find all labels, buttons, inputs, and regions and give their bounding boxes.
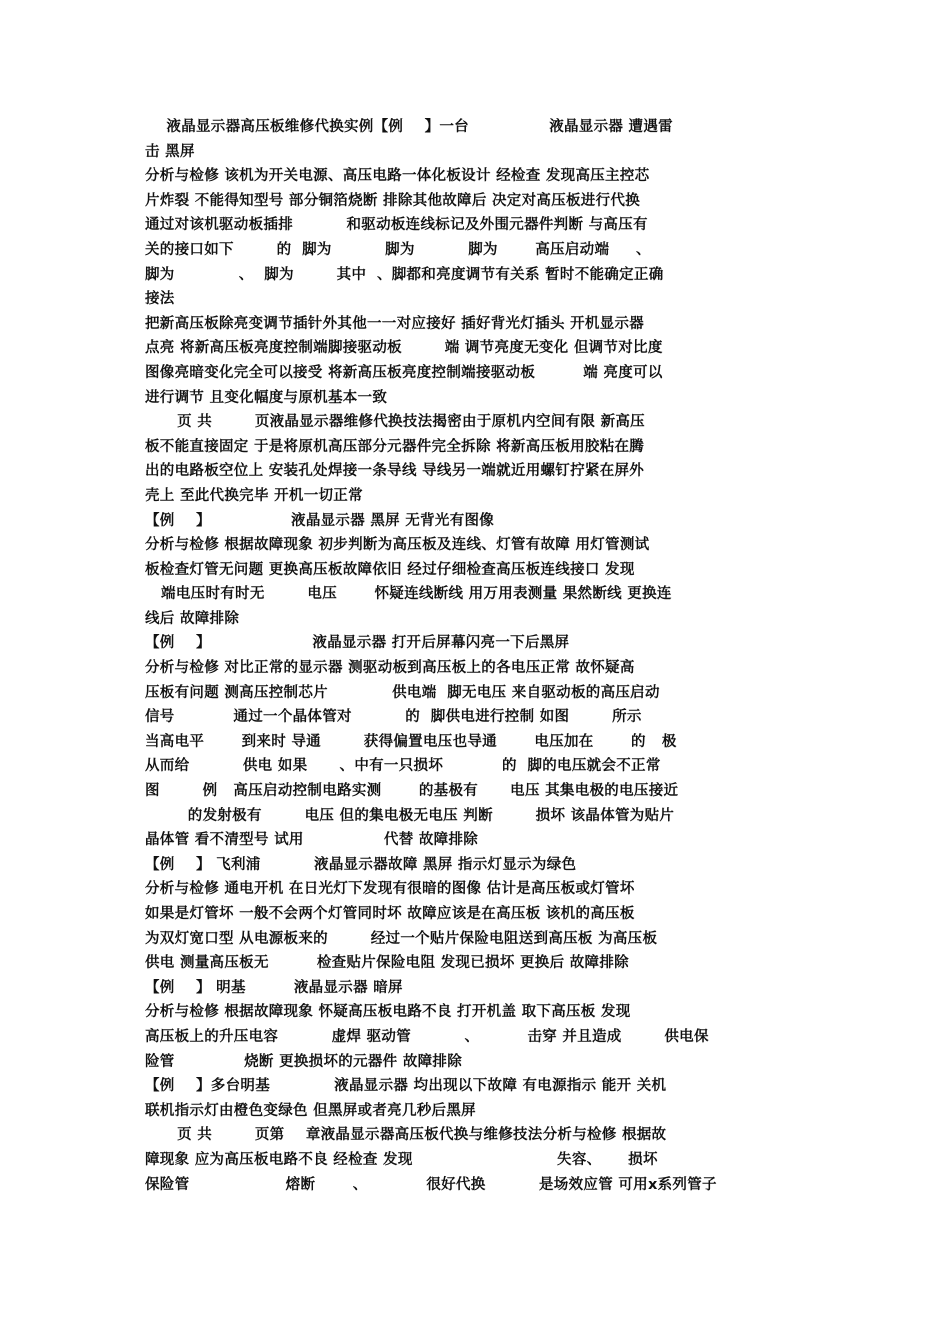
text-line: 分析与检修 通电开机 在日光灯下发现有很暗的图像 估计是高压板或灯管坏 [145,881,635,898]
text-line: 险管 烧断 更换损坏的元器件 故障排除 [145,1053,463,1070]
text-line: 晶体管 看不清型号 试用 代替 故障排除 [145,832,479,849]
text-line: 把新高压板除亮变调节插针外其他一一对应接好 插好背光灯插头 开机显示器 [145,315,645,332]
text-line: 图像亮暗变化完全可以接受 将新高压板亮度控制端接驱动板 端 亮度可以 [145,364,663,381]
text-line: 板检查灯管无问题 更换高压板故障依旧 经过仔细检查高压板连线接口 发现 [145,561,635,578]
text-line: 压板有问题 测高压控制芯片 供电端 脚无电压 来自驱动板的高压启动 [145,684,660,701]
text-line: 液晶显示器高压板维修代换实例【例 】一台 液晶显示器 遭遇雷 [145,119,673,135]
text-line: 图 例 高压启动控制电路实测 的基极有 电压 其集电极的电压接近 [145,783,679,800]
text-line: 端电压时有时无 电压 怀疑连线断线 用万用表测量 果然断线 更换连 [145,586,672,603]
text-line: 【例 】 飞利浦 液晶显示器故障 黑屏 指示灯显示为绿色 [145,856,577,873]
text-line: 【例 】 液晶显示器 黑屏 无背光有图像 [145,512,495,529]
text-line: 分析与检修 根据故障现象 怀疑高压板电路不良 打开机盖 取下高压板 发现 [145,1004,631,1021]
text-line: 如果是灯管坏 一般不会两个灯管同时坏 故障应该是在高压板 该机的高压板 [145,906,635,922]
text-line: 障现象 应为高压板电路不良 经检查 发现 失容、 损坏 [145,1151,658,1168]
text-line: 【例 】 明基 液晶显示器 暗屏 [145,979,403,996]
text-line: 片炸裂 不能得知型号 部分铜箔烧断 排除其他故障后 决定对高压板进行代换 [145,192,640,209]
text-line: 的发射极有 电压 但的集电极无电压 判断 损坏 该晶体管为贴片 [145,807,675,824]
text-line: 击 黑屏 [145,143,195,160]
text-line: 进行调节 且变化幅度与原机基本一致 [145,389,388,406]
text-line: 页 共 页液晶显示器维修代换技法揭密由于原机内空间有限 新高压 [145,414,645,431]
text-line: 保险管 熔断 、 很好代换 是场效应管 可用x系列管子 [145,1176,717,1193]
text-line: 【例 】 液晶显示器 打开后屏幕闪亮一下后黑屏 [145,635,570,652]
text-line: 分析与检修 该机为开关电源、高压电路一体化板设计 经检查 发现高压主控芯 [145,168,650,185]
text-line: 【例 】多台明基 液晶显示器 均出现以下故障 有电源指示 能开 关机 [145,1078,667,1095]
text-line: 点亮 将新高压板亮度控制端脚接驱动板 端 调节亮度无变化 但调节对比度 [145,340,663,357]
text-line: 联机指示灯由橙色变绿色 但黑屏或者亮几秒后黑屏 [145,1102,476,1119]
text-line: 脚为 、 脚为 其中 、脚都和亮度调节有关系 暂时不能确定正确 [145,266,664,283]
text-line: 分析与检修 根据故障现象 初步判断为高压板及连线、灯管有故障 用灯管测试 [145,537,650,554]
text-line: 关的接口如下 的 脚为 脚为 脚为 高压启动端 、 [145,241,651,258]
text-line: 当高电平 到来时 导通 获得偏置电压也导通 电压加在 的 极 [145,733,677,750]
text-line: 供电 测量高压板无 检查贴片保险电阻 发现已损坏 更换后 故障排除 [145,955,629,972]
text-line: 从而给 供电 如果 、中有一只损坏 的 脚的电压就会不正常 [145,758,661,775]
text-line: 板不能直接固定 于是将原机高压部分元器件完全拆除 将新高压板用胶粘在腾 [145,438,645,455]
text-line: 通过对该机驱动板插排 和驱动板连线标记及外围元器件判断 与高压有 [145,217,648,234]
text-line: 页 共 页第 章液晶显示器高压板代换与维修技法分析与检修 根据故 [145,1127,667,1144]
text-line: 为双灯宽口型 从电源板来的 经过一个贴片保险电阻送到高压板 为高压板 [145,930,658,947]
text-line: 高压板上的升压电容 虚焊 驱动管 、 击穿 并且造成 供电保 [145,1028,709,1045]
document-body [145,115,815,1197]
text-line: 信号 通过一个晶体管对 的 脚供电进行控制 如图 所示 [145,709,642,726]
text-line: 分析与检修 对比正常的显示器 测驱动板到高压板上的各电压正常 故怀疑高 [145,660,635,677]
text-line: 接法 [145,291,175,308]
text-line: 壳上 至此代换完毕 开机一切正常 [145,487,363,504]
text-line: 线后 故障排除 [145,610,240,627]
text-line: 出的电路板空位上 安装孔处焊接一条导线 导线另一端就近用螺钉拧紧在屏外 [145,463,645,480]
